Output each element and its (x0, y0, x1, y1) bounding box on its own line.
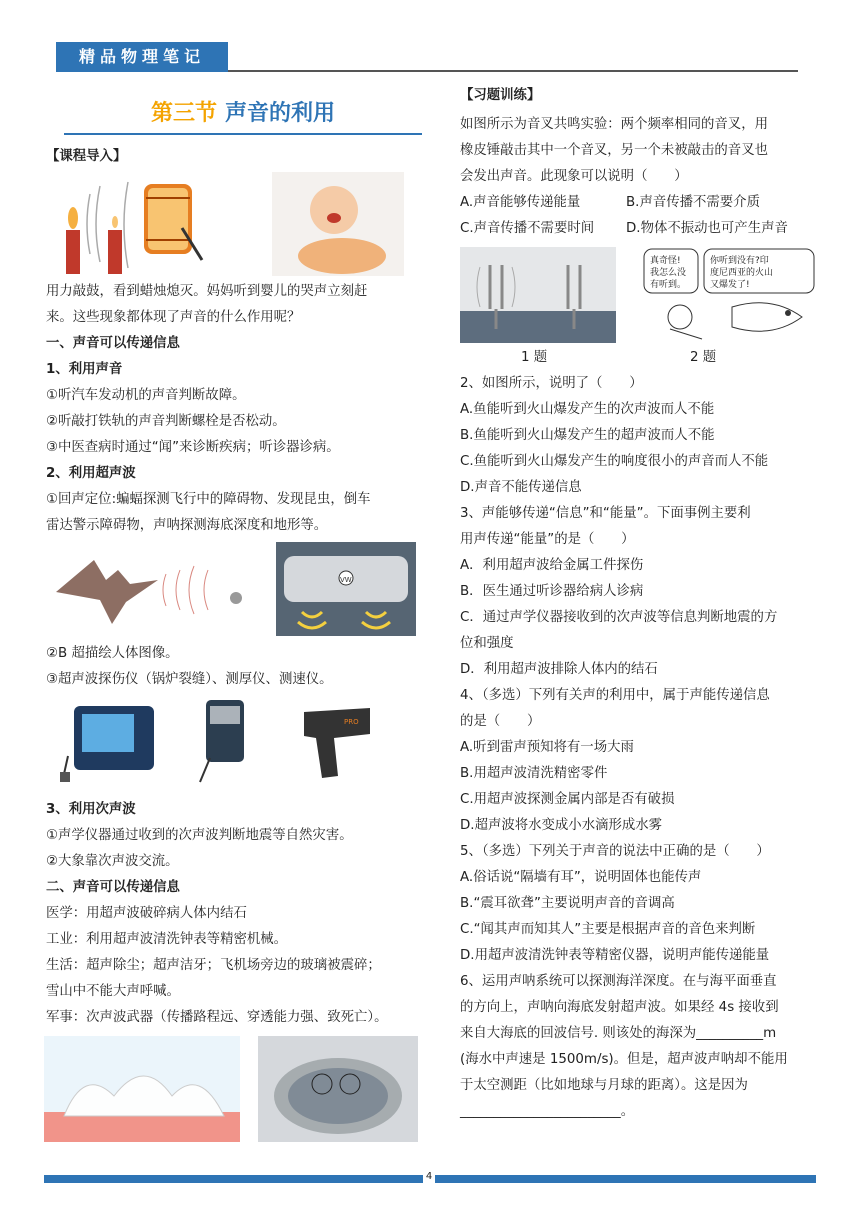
subheading-ultrasound: 2、利用超声波 (46, 466, 136, 481)
list-item: ③超声波探伤仪（锅炉裂缝）、测厚仪、测速仪。 (46, 672, 333, 687)
question-2-option-c: C.鱼能听到火山爆发产生的响度很小的声音而人不能 (460, 454, 769, 469)
question-3-option-c: C．通过声学仪器接收到的次声波等信息判断地震的方 (460, 610, 778, 625)
question-2-text: 2、如图所示，说明了（ ） (460, 376, 643, 391)
intro-paragraph-2: 来。这些现象都体现了声音的什么作用呢？ (46, 310, 301, 325)
question-4-option-c: C.用超声波探测金属内部是否有破损 (460, 792, 675, 807)
teeth-cleaning-photo (44, 1036, 240, 1142)
subheading-infrasound: 3、利用次声波 (46, 802, 136, 817)
page-number: 4 (423, 1169, 435, 1185)
list-item: ②听敲打铁轨的声音判断螺栓是否松动。 (46, 414, 286, 429)
cartoon-bubble-1-line-3: 有听到。 (650, 280, 687, 290)
question-5-option-b: B.“震耳欲聋”主要说明声音的音调高 (460, 896, 675, 911)
list-item: 军事：次声波武器（传播路程远、穿透能力强、致死亡）。 (46, 1010, 388, 1025)
question-6-text: 的方向上，声呐向海底发射超声波。如果经 4s 接收到 (460, 1000, 779, 1015)
intro-paragraph-1: 用力敲鼓，看到蜡烛熄灭。妈妈听到婴儿的哭声立刻赶 (46, 284, 368, 299)
question-1-option-b: B.声音传播不需要介质 (626, 195, 760, 210)
question-6-text: 6、运用声呐系统可以探测海洋深度。在与海平面垂直 (460, 974, 777, 989)
question-4-text: 4、（多选）下列有关声的利用中，属于声能传递信息 (460, 688, 770, 703)
question-3-option-b: B．医生通过听诊器给病人诊病 (460, 584, 644, 599)
exercise-heading: 【习题训练】 (460, 88, 541, 103)
flaw-detector-photo (60, 698, 158, 784)
fish-volcano-cartoon (642, 247, 818, 343)
question-1-option-c: C.声音传播不需要时间 (460, 221, 595, 236)
question-3-text: 用声传递“能量”的是（ ） (460, 532, 635, 547)
list-item: ①回声定位:蝙蝠探测飞行中的障碍物、发现昆虫，倒车 (46, 492, 371, 507)
cartoon-bubble-1-line-1: 真奇怪! (650, 256, 681, 266)
bat-echolocation-illustration (46, 540, 250, 636)
question-6-text: 于太空测距（比如地球与月球的距离）。这是因为 (460, 1078, 748, 1093)
list-item: 雷达警示障碍物，声呐探测海底深度和地形等。 (46, 518, 328, 533)
car-brand-text: VW (340, 576, 352, 584)
list-item: ①声学仪器通过收到的次声波判断地震等自然灾害。 (46, 828, 353, 843)
thickness-gauge-photo (190, 692, 252, 790)
list-item: ③中医查病时通过“闻”来诊断疾病；听诊器诊病。 (46, 440, 340, 455)
header-rule (228, 70, 798, 72)
question-6-text: 来自大海底的回波信号. 则该处的海深为__________m (460, 1026, 777, 1041)
list-item: 雪山中不能大声呼喊。 (46, 984, 180, 999)
question-1-text: 会发出声音。此现象可以说明（ ） (460, 169, 688, 184)
question-3-option-c-cont: 位和强度 (460, 636, 514, 651)
question-4-option-a: A.听到雷声预知将有一场大雨 (460, 740, 634, 755)
question-3-option-d: D．利用超声波排除人体内的结石 (460, 662, 658, 677)
question-6-blank: ________________________。 (460, 1104, 635, 1119)
list-item: ②B 超描绘人体图像。 (46, 646, 179, 661)
question-4-text: 的是（ ） (460, 714, 541, 729)
question-3-option-a: A．利用超声波给金属工件探伤 (460, 558, 644, 573)
tuning-fork-resonance-photo (460, 247, 616, 343)
cartoon-bubble-1-line-2: 我怎么没 (650, 268, 687, 278)
intro-heading: 【课程导入】 (46, 149, 127, 164)
list-item: ②大象靠次声波交流。 (46, 854, 179, 869)
question-2-option-a: A.鱼能听到火山爆发产生的次声波而人不能 (460, 402, 715, 417)
ultrasonic-cleaner-photo (258, 1036, 418, 1142)
question-5-option-d: D.用超声波清洗钟表等精密仪器，说明声能传递能量 (460, 948, 770, 963)
question-2-option-d: D.声音不能传递信息 (460, 480, 582, 495)
drum-illustration (136, 178, 206, 262)
cartoon-bubble-2-line-3: 又爆发了! (710, 280, 750, 290)
figure-caption-2: 2 题 (690, 350, 717, 365)
question-5-text: 5、（多选）下列关于声音的说法中正确的是（ ） (460, 844, 770, 859)
heading-transfer-info: 一、声音可以传递信息 (46, 336, 180, 351)
question-2-option-b: B.鱼能听到火山爆发产生的超声波而人不能 (460, 428, 715, 443)
question-6-text: (海水中声速是 1500m/s)。但是，超声波声呐却不能用 (460, 1052, 788, 1067)
question-5-option-a: A.俗话说“隔墙有耳”，说明固体也能传声 (460, 870, 702, 885)
question-1-text: 如图所示为音叉共鸣实验：两个频率相同的音叉，用 (460, 117, 768, 132)
list-item: 医学：用超声波破碎病人体内结石 (46, 906, 247, 921)
speed-gun-photo (300, 698, 376, 782)
list-item: 生活：超声除尘；超声洁牙；飞机场旁边的玻璃被震碎； (46, 958, 381, 973)
section-number: 第三节 (150, 101, 217, 126)
list-item: ①听汽车发动机的声音判断故障。 (46, 388, 246, 403)
question-4-option-d: D.超声波将水变成小水滴形成水雾 (460, 818, 663, 833)
question-3-text: 3、声能够传递“信息”和“能量”。下面事例主要利 (460, 506, 751, 521)
cartoon-bubble-2-line-2: 度尼西亚的火山 (710, 268, 774, 278)
figure-caption-1: 1 题 (521, 350, 548, 365)
candles-illustration (52, 172, 132, 276)
car-parking-radar-photo (276, 542, 416, 636)
heading-transfer-energy: 二、声音可以传递信息 (46, 880, 180, 895)
crying-baby-photo (272, 172, 404, 276)
cartoon-bubble-2-line-1: 你听到没有?印 (710, 256, 769, 266)
subheading-use-sound: 1、利用声音 (46, 362, 123, 377)
question-1-text: 橡皮锤敲击其中一个音叉，另一个未被敲击的音叉也 (460, 143, 768, 158)
notes-header-badge: 精品物理笔记 (56, 42, 228, 72)
question-5-option-c: C.“闻其声而知其人”主要是根据声音的音色来判断 (460, 922, 756, 937)
section-name: 声音的利用 (225, 101, 336, 126)
page-title (64, 96, 422, 127)
question-4-option-b: B.用超声波清洗精密零件 (460, 766, 608, 781)
question-1-option-a: A.声音能够传递能量 (460, 195, 581, 210)
question-1-option-d: D.物体不振动也可产生声音 (626, 221, 788, 236)
speed-gun-brand-text: PRO (344, 718, 359, 726)
title-underline (64, 133, 422, 135)
list-item: 工业：利用超声波清洗钟表等精密机械。 (46, 932, 288, 947)
